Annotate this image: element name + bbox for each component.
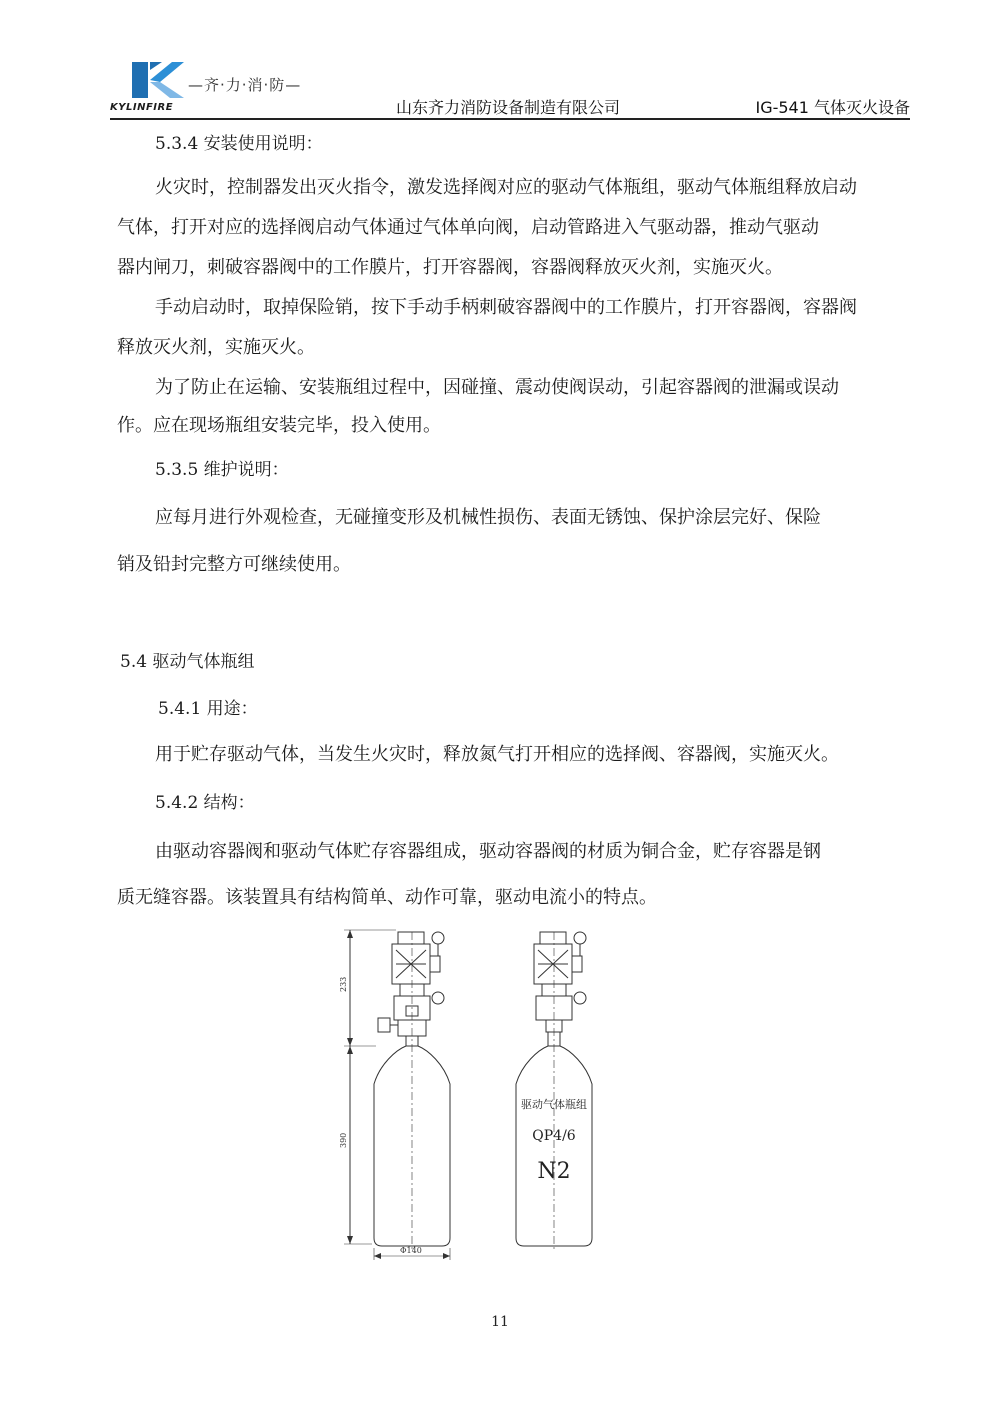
- cylinder-right: [516, 932, 592, 1252]
- dimension-top-label: 233: [339, 976, 348, 992]
- paragraph-line: 手动启动时，取掉保险销，按下手动手柄刺破容器阀中的工作膜片，打开容器阀，容器阀: [155, 297, 857, 318]
- section-heading-534: 5.3.4 安装使用说明：: [155, 134, 323, 154]
- slogan: —齐·力·消·防—: [188, 76, 302, 94]
- paragraph-line: 应每月进行外观检查，无碰撞变形及机械性损伤、表面无锈蚀、保护涂层完好、保险: [155, 507, 821, 528]
- section-heading-535: 5.3.5 维护说明：: [155, 460, 289, 480]
- subsection-heading-542: 5.4.2 结构：: [155, 793, 255, 813]
- paragraph-line: 为了防止在运输、安装瓶组过程中，因碰撞、震动使阀误动，引起容器阀的泄漏或误动: [155, 377, 839, 398]
- paragraph-line: 作。应在现场瓶组安装完毕，投入使用。: [117, 415, 441, 436]
- paragraph-line: 器内闸刀，刺破容器阀中的工作膜片，打开容器阀，容器阀释放灭火剂，实施灭火。: [117, 257, 783, 278]
- paragraph-line: 火灾时，控制器发出灭火指令，激发选择阀对应的驱动气体瓶组，驱动气体瓶组释放启动: [155, 177, 857, 198]
- dimension-width-label: Φ140: [400, 1246, 422, 1255]
- header-divider: [110, 118, 910, 120]
- cylinder-drawing: [336, 922, 616, 1268]
- paragraph-line: 气体，打开对应的选择阀启动气体通过气体单向阀，启动管路进入气驱动器，推动气驱动: [117, 217, 819, 238]
- paragraph-line: 销及铅封完整方可继续使用。: [117, 554, 351, 575]
- cylinder-name-label: 驱动气体瓶组: [521, 1098, 587, 1111]
- cylinder-left: [374, 932, 450, 1260]
- page-number: 11: [491, 1314, 509, 1330]
- cylinder-model-label: QP4/6: [532, 1128, 576, 1144]
- logo-text: KYLINFIRE: [110, 102, 174, 113]
- page-header: [110, 58, 910, 120]
- paragraph-line: 质无缝容器。该装置具有结构简单、动作可靠，驱动电流小的特点。: [117, 887, 657, 908]
- paragraph-line: 由驱动容器阀和驱动气体贮存容器组成，驱动容器阀的材质为铜合金，贮存容器是钢: [155, 841, 821, 862]
- paragraph-line: 用于贮存驱动气体，当发生火灾时，释放氮气打开相应的选择阀、容器阀，实施灭火。: [155, 744, 839, 765]
- section-heading-54: 5.4 驱动气体瓶组: [120, 652, 255, 672]
- company-name: 山东齐力消防设备制造有限公司: [396, 98, 621, 117]
- dimension-body-label: 390: [339, 1132, 348, 1148]
- subsection-heading-541: 5.4.1 用途：: [158, 699, 258, 719]
- cylinder-gas-label: N2: [537, 1159, 571, 1184]
- paragraph-line: 释放灭火剂，实施灭火。: [117, 337, 315, 358]
- product-name: IG-541 气体灭火设备: [755, 98, 910, 117]
